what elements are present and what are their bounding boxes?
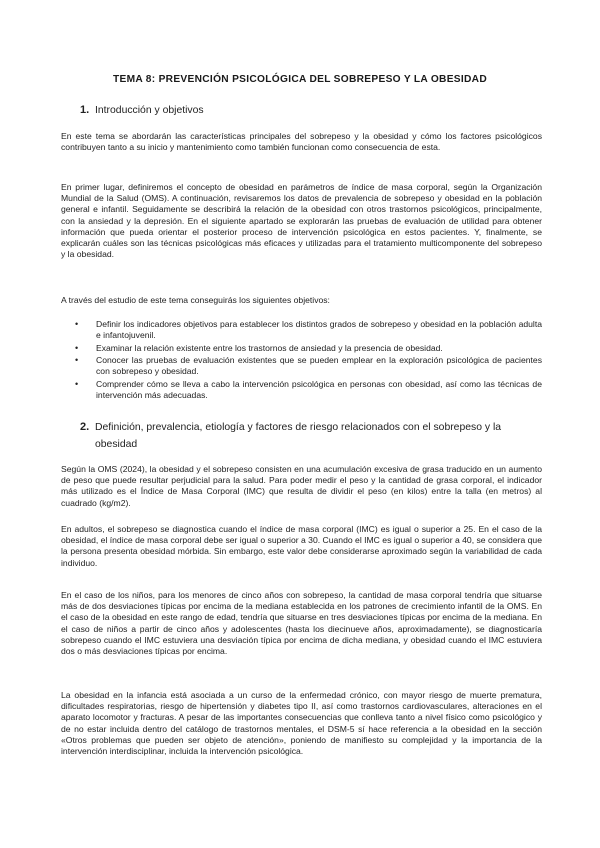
- body-paragraph-1: Según la OMS (2024), la obesidad y el sobrepeso consisten en una acumulación excesiva de grasa traducido en un aumento de peso que puede resultar perjudicial para la salud. Para poder medir el peso y la cantidad de grasa corporal, el indicador más utilizado es el Índice de Masa Corporal (IMC) que resulta de dividir el peso (en kilos) entre la talla (en metros) al cuadrado (kg/m2).: [61, 464, 542, 508]
- body-paragraph-2: En adultos, el sobrepeso se diagnostica cuando el índice de masa corporal (IMC) es igual o superior a 25. En el caso de la obesidad, el índice de masa corporal debe ser igual o superior a 30. Cuando el IMC es igual o superior a 40, se considera que la persona presenta obesidad mórbida. Sin embargo, este valor debe considerarse aproximado según la variabilidad de cada individuo.: [61, 524, 542, 568]
- objectives-list: [61, 319, 542, 402]
- section-title-1: Introducción y objetivos: [95, 105, 204, 116]
- list-item: • Conocer las pruebas de evaluación existentes que se pueden emplear en la exploración psicológica de pacientes con sobrepeso y obesidad.: [75, 355, 542, 376]
- list-item: • Comprender cómo se lleva a cabo la intervención psicológica en personas con obesidad, así como las técnicas de intervención más adecuadas.: [75, 378, 542, 400]
- bullet-icon: •: [75, 342, 79, 353]
- section-number-1: 1.: [80, 104, 90, 116]
- section-number-2: 2.: [80, 421, 90, 433]
- section-heading-1: [80, 102, 542, 119]
- list-item: • Definir los indicadores objetivos para establecer los distintos grados de sobrepeso y obesidad en la población adulta e infantojuvenil.: [75, 319, 542, 340]
- body-paragraph-4: La obesidad en la infancia está asociada a un curso de la enfermedad crónico, con mayor riesgo de muerte prematura, dificultades respiratorias, riesgo de hipertensión y diabetes tipo II, así como trastornos cardiovasculares, alteraciones en el aparato locomotor y fracturas. A pesar de las importantes consecuencias que conlleva tanto a nivel físico como psicológico y de no estar incluida dentro del catálogo de trastornos mentales, el DSM-5 sí hace referencia a la obesidad en la sección «Otros problemas que pueden ser objeto de atención», poniendo de manifiesto su complejidad y la importancia de la intervención interdisciplinar, incluida la intervención psicológica.: [61, 690, 542, 757]
- list-item: • Examinar la relación existente entre los trastornos de ansiedad y la presencia de obesidad.: [75, 342, 443, 353]
- bullet-icon: •: [75, 355, 79, 365]
- body-paragraph-3: En el caso de los niños, para los menores de cinco años con sobrepeso, la cantidad de masa corporal tendría que situarse más de dos desviaciones típicas por encima de la mediana establecida en los patrones de crecimiento infantil de la OMS. En el caso de la obesidad en este rango de edad, tendría que situarse en tres desviaciones típicas por encima de la mediana. En el caso de niños a partir de cinco años y adolescentes (hasta los diecinueve años, aproximadamente), se diagnosticaría sobrepeso cuando el IMC estuviera una desviación típica por encima de dicha mediana, y obesidad cuando el IMC estuviera dos o más desviaciones típicas por encima.: [61, 590, 542, 657]
- bullet-icon: •: [75, 378, 79, 389]
- objectives-intro: A través del estudio de este tema conseguirás los siguientes objetivos:: [61, 295, 330, 305]
- section-heading-2: [80, 419, 542, 453]
- intro-paragraph-1: En este tema se abordarán las características principales del sobrepeso y la obesidad y cómo los factores psicológicos contribuyen tanto a su inicio y mantenimiento como también funcionan como consecuencia de esta.: [61, 131, 542, 153]
- intro-paragraph-2: En primer lugar, definiremos el concepto de obesidad en parámetros de índice de masa corporal, según la Organización Mundial de la Salud (OMS). A continuación, revisaremos los datos de prevalencia de sobrepeso y obesidad en la población general e infantil. Seguidamente se describirá la relación de la obesidad con otros trastornos psicológicos, principalmente, con la ansiedad y la depresión. En el siguiente apartado se explorarán las pruebas de evaluación de utilidad para obtener información que pueda orientar el posterior proceso de intervención psicológica en estos pacientes. Y, finalmente, se explicarán cuáles son las técnicas psicológicas más eficaces y utilizadas para el tratamiento multicomponente del sobrepeso y la obesidad.: [61, 182, 542, 260]
- section-title-2: Definición, prevalencia, etiología y factores de riesgo relacionados con el sobrepeso y la obesidad: [95, 422, 502, 450]
- page-title: TEMA 8: PREVENCIÓN PSICOLÓGICA DEL SOBREPESO Y LA OBESIDAD: [112, 74, 487, 85]
- bullet-icon: •: [75, 319, 79, 329]
